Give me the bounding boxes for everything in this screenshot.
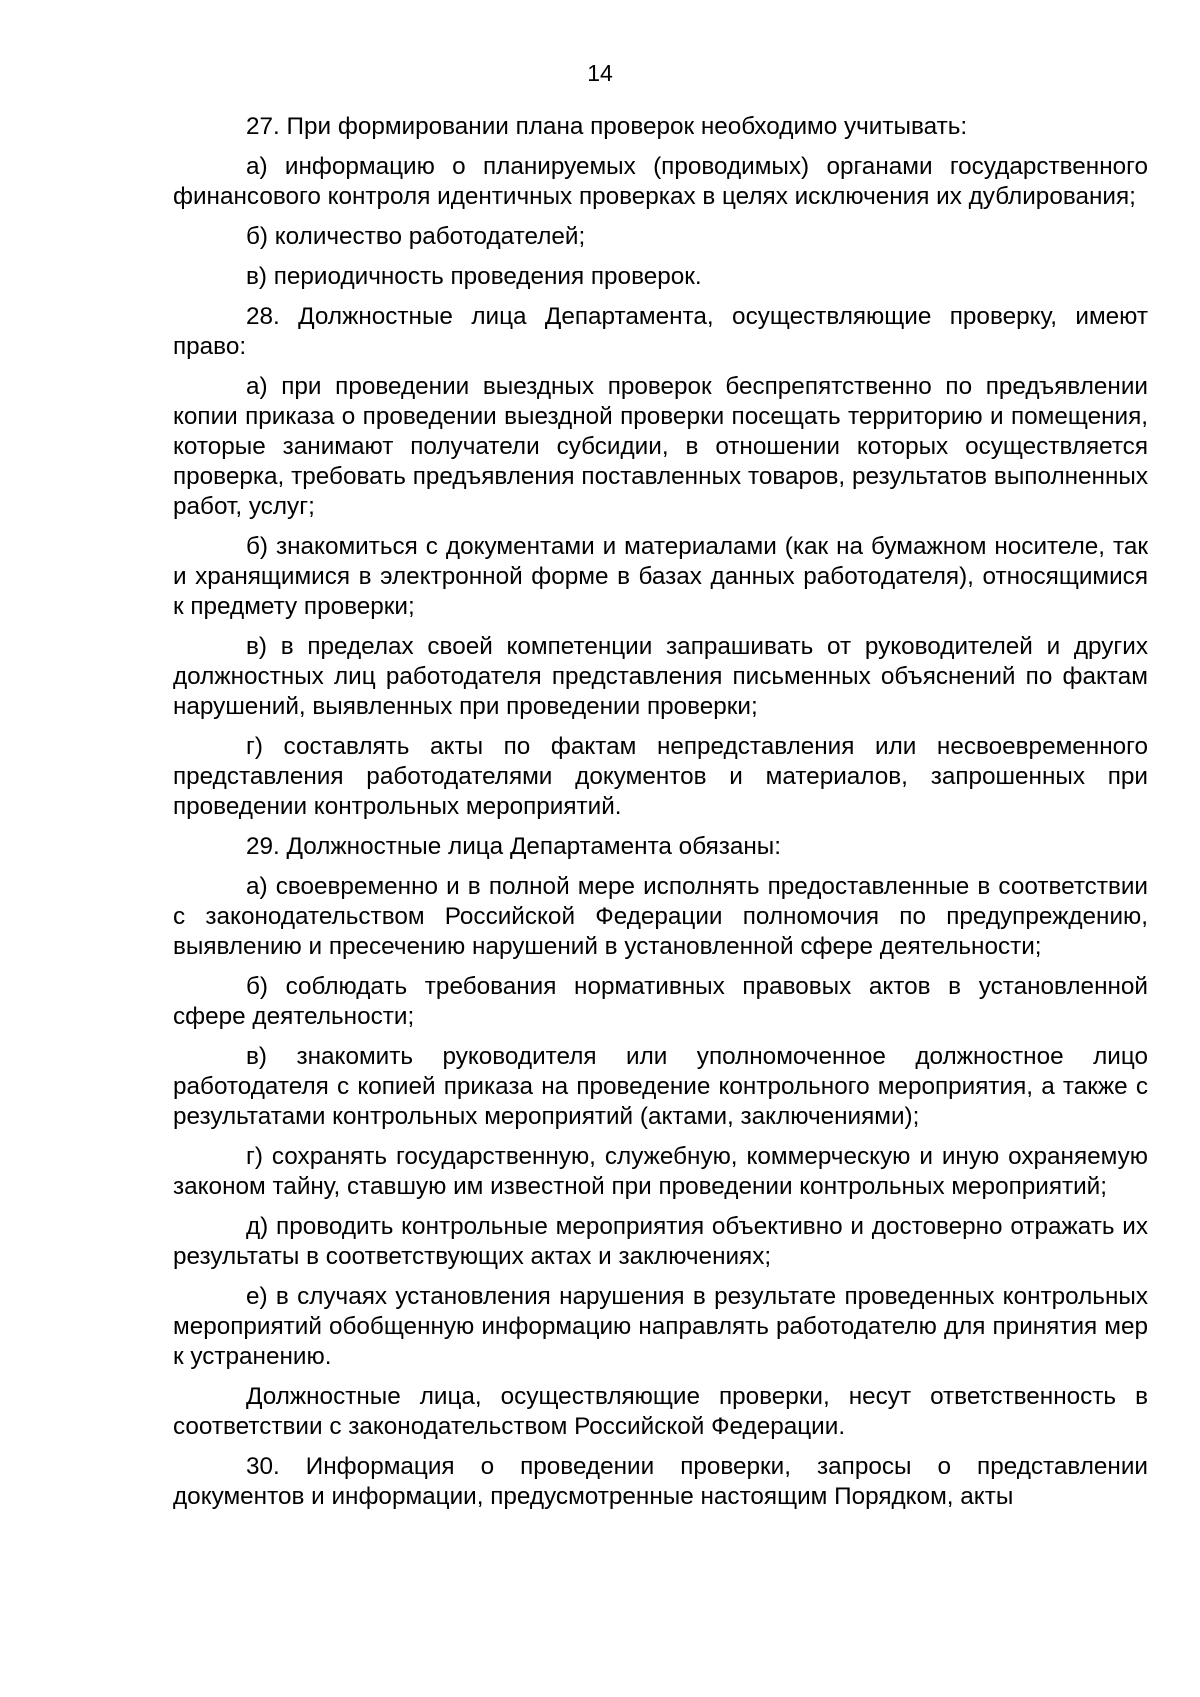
paragraph-30: 30. Информация о проведении проверки, запросы о представлении документов и информации, предусмотренные настоящим Порядком, акты	[173, 1453, 1148, 1510]
paragraph-29-b: б) соблюдать требования нормативных правовых актов в установленной сфере деятельности;	[173, 973, 1148, 1030]
paragraph-29-g: г) сохранять государственную, служебную, коммерческую и иную охраняемую законом тайну, ставшую им известной при проведении контрольных мероприятий;	[173, 1143, 1148, 1200]
paragraph-28-v: в) в пределах своей компетенции запрашивать от руководителей и других должностных лиц работодателя представления письменных объяснений по фактам нарушений, выявленных при проведении проверки;	[173, 633, 1148, 720]
page-number: 14	[587, 60, 613, 86]
paragraph-27-a: а) информацию о планируемых (проводимых) органами государственного финансового контроля идентичных проверках в целях исключения их дублирования;	[173, 153, 1148, 210]
paragraph-27: 27. При формировании плана проверок необходимо учитывать:	[246, 113, 968, 140]
paragraph-28: 28. Должностные лица Департамента, осуществляющие проверку, имеют право:	[173, 303, 1148, 360]
paragraph-28-g: г) составлять акты по фактам непредставления или несвоевременного представления работодателями документов и материалов, запрошенных при проведении контрольных мероприятий.	[173, 733, 1148, 820]
document-body	[173, 112, 1148, 1522]
paragraph-responsibility: Должностные лица, осуществляющие проверки, несут ответственность в соответствии с законодательством Российской Федерации.	[173, 1383, 1148, 1440]
paragraph-28-b: б) знакомиться с документами и материалами (как на бумажном носителе, так и хранящимися в электронной форме в базах данных работодателя), относящимися к предмету проверки;	[173, 533, 1148, 620]
paragraph-28-a: а) при проведении выездных проверок беспрепятственно по предъявлении копии приказа о проведении выездной проверки посещать территорию и помещения, которые занимают получатели субсидии, в отношении которых осуществляется проверка, требовать предъявления поставленных товаров, результатов выполненных работ, услуг;	[173, 373, 1148, 520]
paragraph-27-v: в) периодичность проведения проверок.	[246, 263, 702, 290]
paragraph-29-e: е) в случаях установления нарушения в результате проведенных контрольных мероприятий обобщенную информацию направлять работодателю для принятия мер к устранению.	[173, 1283, 1148, 1370]
paragraph-27-b: б) количество работодателей;	[246, 223, 586, 250]
paragraph-29-v: в) знакомить руководителя или уполномоченное должностное лицо работодателя с копией приказа на проведение контрольного мероприятия, а также с результатами контрольных мероприятий (актами, заключениями);	[173, 1043, 1148, 1130]
paragraph-29: 29. Должностные лица Департамента обязаны:	[246, 833, 782, 860]
paragraph-29-d: д) проводить контрольные мероприятия объективно и достоверно отражать их результаты в соответствующих актах и заключениях;	[173, 1213, 1148, 1270]
paragraph-29-a: а) своевременно и в полной мере исполнять предоставленные в соответствии с законодательством Российской Федерации полномочия по предупреждению, выявлению и пресечению нарушений в установленной сфере деятельности;	[173, 873, 1148, 960]
